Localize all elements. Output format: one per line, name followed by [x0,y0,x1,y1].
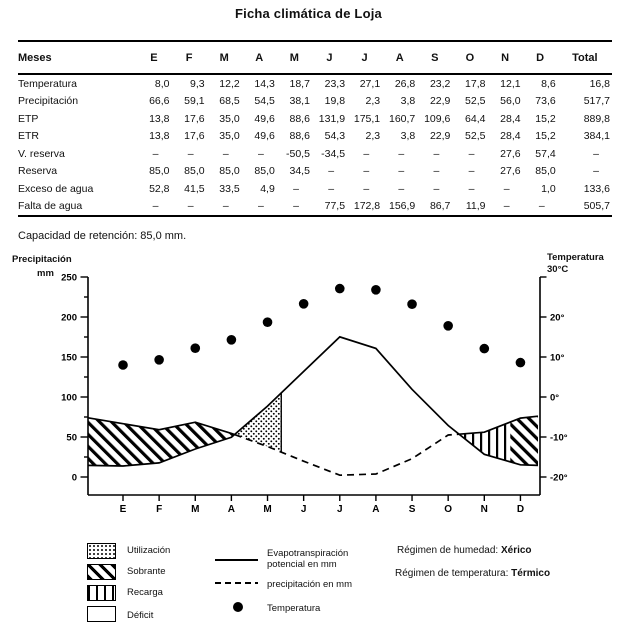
table-cell: – [222,147,229,160]
temp-dot [118,360,128,370]
table-cell: 18,7 [289,77,310,90]
deficit-swatch-icon [87,606,116,622]
table-cell: 57,4 [535,147,556,160]
table-cell: 35,0 [219,112,240,125]
table-cell: – [503,200,510,213]
table-cell: – [328,182,335,195]
table-cell: 85,0 [184,165,205,178]
right-tick-label: -20° [550,472,568,484]
table-cell: – [538,200,545,213]
table-cell: – [328,165,335,178]
table-cell: 8,0 [154,77,170,90]
row-label: ETR [18,130,39,143]
table-cell: 4,9 [260,182,275,195]
total-cell: 133,6 [583,182,610,195]
table-cell: – [293,200,299,213]
table-cell: 56,0 [500,95,521,108]
table-cell: 109,6 [424,112,451,125]
row-label: ETP [18,112,39,125]
col-header-month: A [242,41,277,74]
table-cell: 54,5 [254,95,275,108]
table-cell: 73,6 [535,95,556,108]
table-cell: 85,0 [535,165,556,178]
left-tick-label: 200 [61,312,77,324]
month-label: D [516,504,525,515]
humidity-regime-value: Xérico [500,545,532,556]
table-cell: 54,3 [324,130,346,143]
table-cell: 13,8 [149,112,170,125]
etp-line-label: Evapotranspiración potencial en mm [267,548,349,570]
table-cell: 17,8 [465,77,486,90]
col-header-month: S [417,41,452,74]
table-cell: – [152,200,159,213]
table-cell: 15,2 [535,130,556,143]
temp-dot [516,358,526,368]
row-label: Exceso de agua [18,182,94,195]
month-label: M [263,504,272,515]
col-header-month: J [312,41,347,74]
table-cell: 52,8 [149,182,170,195]
table-cell: 52,5 [465,130,486,143]
deficit-label: Déficit [127,610,154,621]
table-cell: – [398,182,405,195]
row-label: Falta de agua [18,200,83,213]
table-cell: 88,6 [289,130,310,143]
left-tick-label: 50 [66,432,77,444]
temp-dot [299,299,309,309]
table-cell: 85,0 [219,165,240,178]
table-cell: 9,3 [190,77,205,90]
table-cell: – [433,147,440,160]
col-header-month: J [347,41,382,74]
sobrante-area-right [510,416,538,465]
left-axis-unit: mm [37,268,54,279]
table-cell: – [398,147,405,160]
table-cell: 64,4 [465,112,486,125]
table-cell: 88,6 [289,112,310,125]
table-cell: 131,9 [318,112,346,125]
temperature-label: Temperatura [267,603,321,614]
table-cell: 49,6 [254,130,275,143]
right-axis-title: Temperatura [547,252,604,263]
month-label: E [119,504,127,515]
table-cell: 22,9 [429,130,451,143]
table-cell: -50,5 [286,147,310,160]
table-cell: 3,8 [400,95,416,108]
table-cell: 28,4 [500,130,521,143]
table-cell: – [363,165,370,178]
table-cell: – [187,200,194,213]
temp-dot [227,335,237,345]
recarga-swatch-icon [87,585,116,601]
total-cell: – [593,147,599,160]
col-header-month: O [452,41,487,74]
temperature-regime-prefix: Régimen de temperatura: [395,568,512,579]
left-tick-label: 0 [71,472,77,484]
total-cell: 505,7 [583,200,610,213]
total-cell: – [593,165,599,178]
temp-dot [407,299,417,309]
row-label: Reserva [18,165,58,178]
temp-dot [480,344,490,354]
table-cell: 68,5 [219,95,240,108]
total-cell: 16,8 [589,77,610,90]
table-cell: 27,6 [500,165,521,178]
table-cell: – [468,165,475,178]
table-cell: – [503,182,510,195]
table-cell: 38,1 [289,95,310,108]
col-header-month: D [523,41,558,74]
table-cell: – [257,147,264,160]
table-cell: 35,0 [219,130,240,143]
table-cell: 85,0 [149,165,170,178]
temperature-regime [395,568,550,579]
col-header-meses: Meses [18,41,136,74]
humidity-regime [397,545,532,556]
sobrante-area-left [88,418,235,466]
table-cell: 34,5 [289,165,310,178]
table-cell: 27,1 [359,77,381,90]
table-cell: 85,0 [254,165,275,178]
table-cell: 175,1 [353,112,381,125]
etp-line-icon [215,559,258,561]
col-header-month: N [487,41,522,74]
table-cell: 77,5 [324,200,346,213]
utilizacion-swatch-icon [87,543,116,559]
table-cell: 2,3 [365,95,381,108]
temp-dot [335,284,345,294]
left-tick-label: 250 [61,272,77,284]
month-label: S [408,504,416,515]
table-cell: – [468,147,475,160]
month-label: J [300,504,307,515]
total-cell: 517,7 [583,95,610,108]
sobrante-swatch-icon [87,564,116,580]
table-cell: 27,6 [500,147,521,160]
table-cell: 33,5 [219,182,240,195]
table-cell: 172,8 [353,200,381,213]
row-label: V. reserva [18,147,65,160]
table-cell: 52,5 [465,95,486,108]
month-label: M [191,504,200,515]
table-cell: – [433,165,440,178]
table-cell: 49,6 [254,112,275,125]
table-cell: 12,1 [500,77,521,90]
table-cell: 2,3 [365,130,381,143]
month-label: A [372,504,380,515]
right-tick-label: -10° [550,432,568,444]
temperature-regime-value: Térmico [511,568,551,579]
left-axis-title: Precipitación [12,254,72,265]
month-label: J [336,504,343,515]
row-label: Precipitación [18,95,79,108]
temp-dot [154,355,164,365]
table-cell: – [257,200,264,213]
temp-dot [443,321,453,331]
month-label: O [444,504,453,515]
table-cell: – [187,147,194,160]
left-tick-label: 150 [61,352,77,364]
table-cell: – [468,182,475,195]
temp-dot [190,343,200,353]
table-cell: 19,8 [324,95,346,108]
col-header-month: M [207,41,242,74]
table-cell: 41,5 [184,182,205,195]
table-cell: 11,9 [465,200,486,213]
temp-dot [371,285,381,295]
utilizacion-label: Utilización [127,545,171,556]
table-cell: 12,2 [219,77,240,90]
table-cell: 59,1 [184,95,205,108]
table-cell: – [363,182,370,195]
table-cell: 15,2 [535,112,556,125]
right-axis-top-label: 30°C [547,264,569,275]
table-cell: – [363,147,370,160]
col-header-month: E [136,41,171,74]
table-cell: 22,9 [429,95,451,108]
table-cell: 26,8 [394,77,416,90]
table-cell: – [398,165,405,178]
precip-line-icon [215,582,258,584]
table-cell: 3,8 [400,130,416,143]
right-tick-label: 20° [550,312,565,324]
recarga-area [459,422,510,462]
total-cell: 889,8 [583,112,610,125]
col-header-month: A [382,41,417,74]
col-header-month: F [172,41,207,74]
table-cell: 66,6 [149,95,170,108]
col-header-month: M [277,41,312,74]
total-cell: 384,1 [583,130,610,143]
table-cell: 160,7 [388,112,416,125]
temperature-dot-icon [233,602,243,612]
right-tick-label: 10° [550,352,565,364]
table-cell: 28,4 [500,112,521,125]
month-label: N [480,504,488,515]
table-cell: 23,2 [429,77,451,90]
humidity-regime-prefix: Régimen de humedad: [397,545,501,556]
recarga-label: Recarga [127,587,163,598]
table-cell: – [433,182,440,195]
precip-line-label: precipitación en mm [267,579,353,590]
month-label: A [227,504,236,515]
table-cell: 14,3 [254,77,275,90]
table-cell: 17,6 [184,112,205,125]
table-cell: -34,5 [321,147,346,160]
table-cell: – [293,182,299,195]
right-tick-label: 0° [550,392,560,404]
table-cell: 156,9 [388,200,416,213]
retention-note: Capacidad de retención: 85,0 mm. [18,230,187,242]
left-tick-label: 100 [61,392,77,404]
table-cell: – [152,147,159,160]
col-header-total: Total [558,41,612,74]
table-cell: 86,7 [429,200,451,213]
table-cell: 8,6 [541,77,556,90]
table-cell: 17,6 [184,130,205,143]
sobrante-label: Sobrante [127,566,166,577]
table-cell: 1,0 [541,182,556,195]
table-cell: 13,8 [149,130,170,143]
month-label: F [156,504,163,515]
table-cell: – [222,200,229,213]
table-cell: 23,3 [324,77,346,90]
row-label: Temperatura [18,77,77,90]
page-title: Ficha climática de Loja [235,6,382,21]
temp-dot [263,317,273,327]
